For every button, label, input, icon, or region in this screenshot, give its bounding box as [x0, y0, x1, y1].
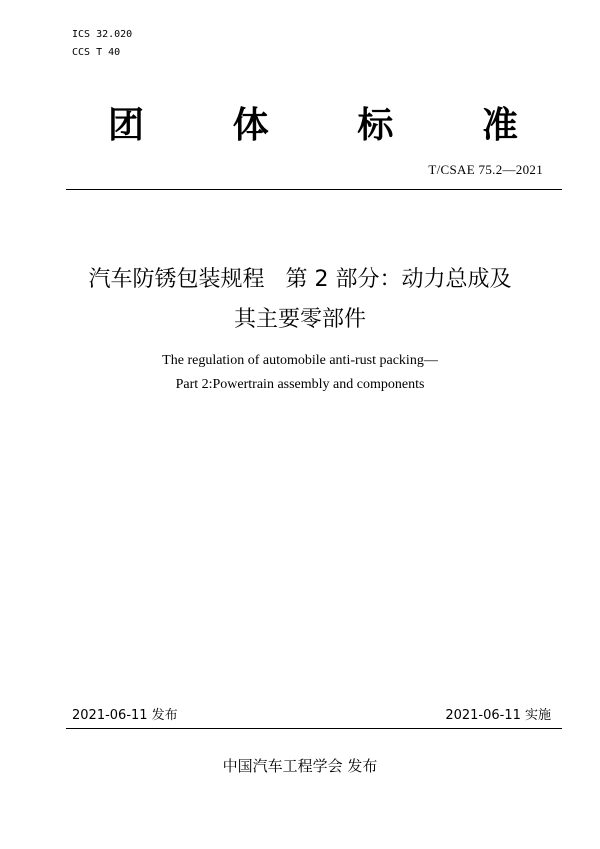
- bottom-divider: [66, 728, 562, 729]
- publisher: 中国汽车工程学会 发布: [222, 757, 378, 775]
- standard-type-heading: [108, 104, 518, 148]
- english-title-line-1: The regulation of automobile anti-rust packing—: [162, 353, 438, 368]
- standard-type-char: 标: [357, 105, 394, 146]
- standard-type-char: 准: [481, 105, 518, 146]
- chinese-title-line-1: 汽车防锈包装规程 第 2 部分：动力总成及: [88, 267, 512, 292]
- ics-code: ICS 32.020: [72, 29, 133, 40]
- top-divider: [66, 189, 562, 190]
- standard-type-char: 体: [232, 105, 269, 146]
- english-title-line-2: Part 2:Powertrain assembly and components: [175, 377, 425, 392]
- standard-type-char: 团: [108, 105, 145, 146]
- issue-date: 2021-06-11 发布: [72, 708, 178, 723]
- ccs-code: CCS T 40: [72, 47, 121, 58]
- chinese-title-line-2: 其主要零部件: [233, 307, 366, 332]
- standard-number: T/CSAE 75.2—2021: [428, 162, 543, 177]
- implementation-date: 2021-06-11 实施: [445, 708, 551, 723]
